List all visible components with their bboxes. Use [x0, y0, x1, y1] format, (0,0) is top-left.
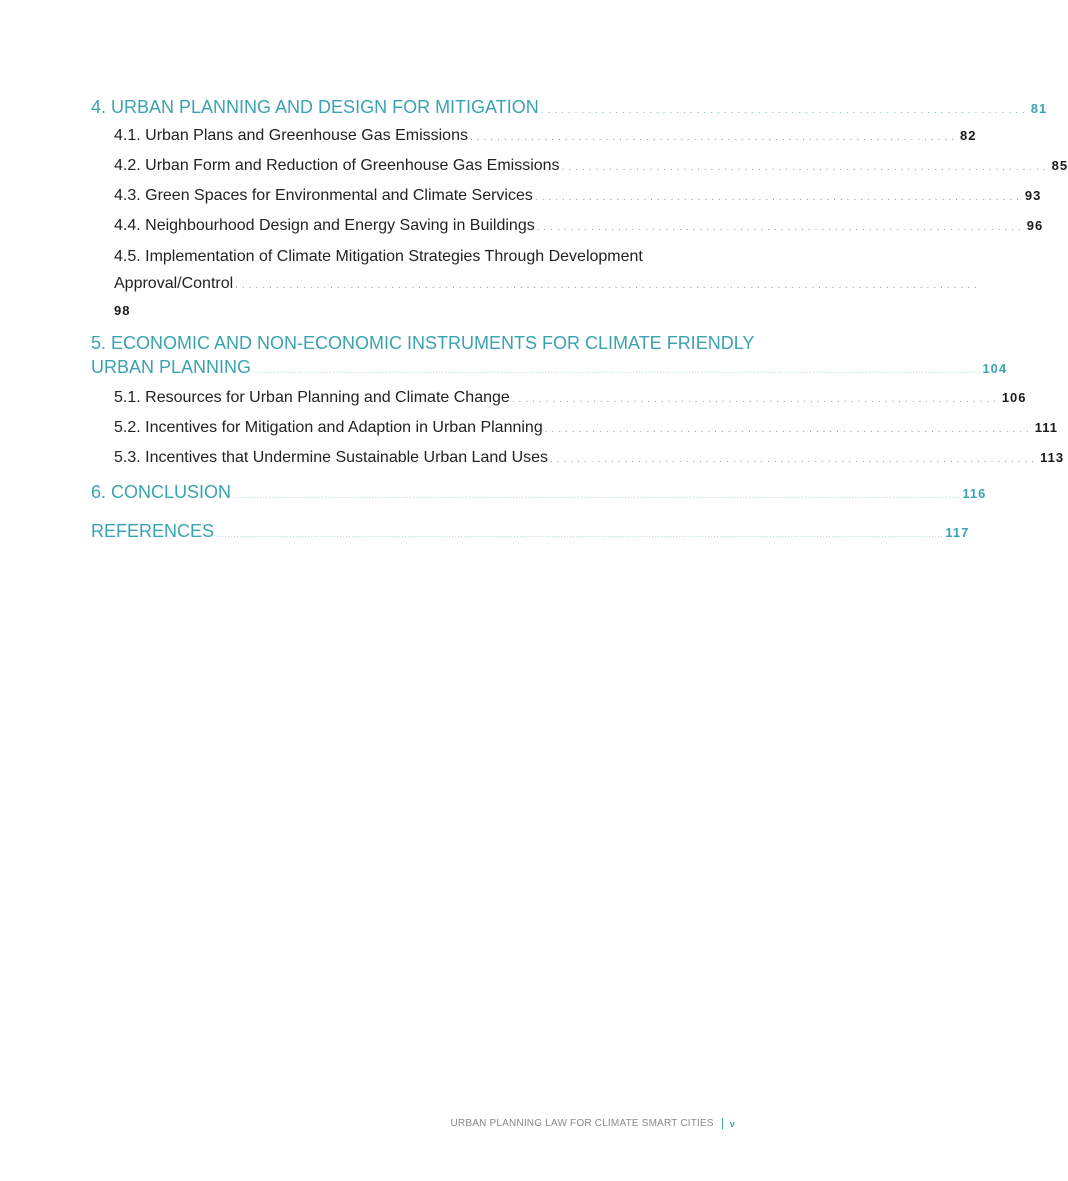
toc-section-title: 5.1. Resources for Urban Planning and Climate Change: [114, 389, 510, 406]
dot-leader: ........................................................................: [511, 394, 1000, 405]
toc-page-number: 113: [1040, 450, 1065, 465]
dot-leader: ........................................................................: [534, 192, 1023, 203]
toc-page-number: 82: [960, 128, 977, 143]
toc-section-5-2[interactable]: [114, 413, 1059, 443]
page-number: v: [729, 1118, 735, 1129]
dot-leader: .......................................................................................................................................................................................................................................................: [233, 493, 961, 500]
dot-leader: ........................................................................: [544, 424, 1033, 435]
dot-leader: ........................................................................: [469, 132, 959, 143]
toc-section-4-4[interactable]: [114, 211, 1044, 241]
toc-page-number: 81: [1030, 101, 1048, 116]
toc-section-title-line1: 4.5. Implementation of Climate Mitigation Strategies Through Development: [114, 248, 643, 265]
toc-chapter-title-line2: URBAN PLANNING: [91, 357, 252, 377]
dot-leader: .......................................................................................................................................................................................................................................................: [253, 368, 981, 375]
toc-chapter-6[interactable]: [91, 480, 987, 506]
toc-section-4-5[interactable]: [114, 241, 981, 325]
toc-page-number: 96: [1026, 218, 1044, 233]
dot-leader: ..............................................................................................................: [235, 280, 981, 291]
toc-chapter-4[interactable]: [91, 95, 1048, 121]
dot-leader: ........................................................................: [540, 105, 1029, 116]
toc-references-title: REFERENCES: [91, 521, 215, 541]
toc-page-number: 106: [1001, 390, 1027, 405]
toc-section-title: 4.2. Urban Form and Reduction of Greenhouse Gas Emissions: [114, 157, 560, 174]
dot-leader: ........................................................................: [536, 222, 1025, 233]
toc-section-title: 4.4. Neighbourhood Design and Energy Saving in Buildings: [114, 217, 535, 234]
toc-page-number: 117: [945, 525, 970, 540]
toc-chapter-title-line1: 5. ECONOMIC AND NON-ECONOMIC INSTRUMENTS FOR CLIMATE FRIENDLY: [91, 333, 755, 353]
toc-section-5-1[interactable]: [114, 383, 1027, 413]
toc-page-number: 116: [962, 486, 987, 501]
toc-page-number: 93: [1024, 188, 1042, 203]
footer-divider: [722, 1118, 723, 1129]
toc-section-4-2[interactable]: [114, 151, 1068, 181]
dot-leader: .......................................................................................................................................................................................................................................................: [216, 532, 944, 539]
toc-chapter-5[interactable]: [91, 331, 1008, 381]
toc-page-number: 98: [114, 303, 131, 318]
toc-chapter-title: 4. URBAN PLANNING AND DESIGN FOR MITIGATION: [91, 97, 539, 117]
toc-section-4-3[interactable]: [114, 181, 1042, 211]
toc-section-title: 5.2. Incentives for Mitigation and Adaption in Urban Planning: [114, 419, 543, 436]
toc-section-title: 4.3. Green Spaces for Environmental and Climate Services: [114, 187, 533, 204]
dot-leader: ........................................................................: [561, 162, 1050, 173]
toc-section-title: 5.3. Incentives that Undermine Sustainable Urban Land Uses: [114, 449, 549, 466]
toc-section-4-1[interactable]: [114, 121, 977, 151]
toc-section-title-line2: Approval/Control: [114, 275, 234, 292]
table-of-contents: [91, 95, 1068, 545]
dot-leader: ........................................................................: [550, 454, 1039, 465]
toc-page-number: 111: [1034, 420, 1059, 435]
toc-section-title: 4.1. Urban Plans and Greenhouse Gas Emissions: [114, 127, 468, 144]
toc-chapter-title: 6. CONCLUSION: [91, 482, 232, 502]
running-title: URBAN PLANNING LAW FOR CLIMATE SMART CITIES: [450, 1118, 714, 1129]
toc-section-5-3[interactable]: [114, 443, 1065, 473]
toc-page-number: 85: [1051, 158, 1068, 173]
page-footer: [451, 1118, 736, 1129]
toc-page-number: 104: [982, 361, 1008, 376]
toc-references[interactable]: [91, 519, 970, 545]
